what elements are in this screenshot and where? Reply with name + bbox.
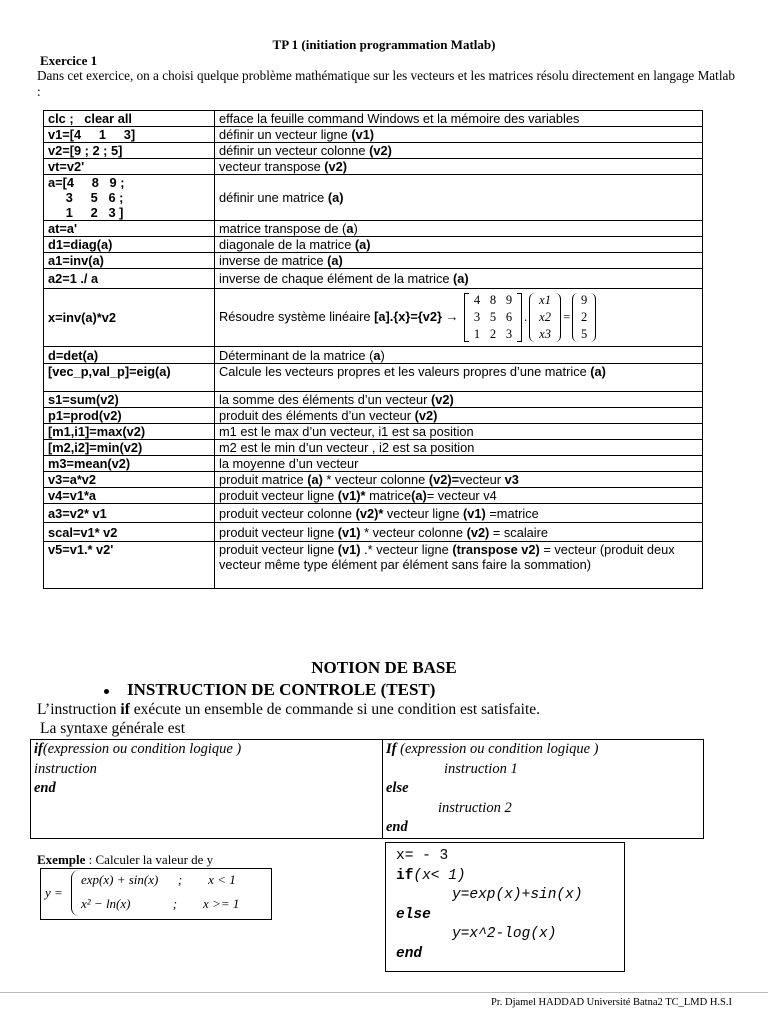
command-code: [vec_p,val_p]=eig(a) — [44, 364, 215, 392]
command-row — [44, 504, 703, 523]
command-row — [44, 542, 703, 589]
desc-text: diagonale de la matrice — [219, 237, 355, 252]
command-description — [215, 237, 703, 253]
desc-text: efface la feuille command Windows et la mémoire des variables — [219, 111, 580, 126]
command-description — [215, 504, 703, 523]
desc-bold: (v2) — [430, 392, 454, 407]
desc-bold: (a) — [327, 253, 343, 268]
footer-divider — [0, 992, 768, 993]
command-code: d1=diag(a) — [44, 237, 215, 253]
command-description — [215, 456, 703, 472]
syn-left-1: if — [34, 741, 43, 757]
desc-bold: (v1) — [337, 542, 361, 557]
command-description — [215, 542, 703, 589]
matrix-entry: 5 — [489, 310, 497, 324]
command-code: v1=[4 1 3] — [44, 127, 215, 143]
command-code: v3=a*v2 — [44, 472, 215, 488]
command-row — [44, 269, 703, 289]
piecewise-formula — [40, 868, 272, 920]
desc-bold: a — [346, 221, 354, 236]
desc-text: * vecteur colonne — [322, 472, 429, 487]
command-code: p1=prod(v2) — [44, 408, 215, 424]
desc-text: matrice — [365, 488, 412, 503]
desc-text: Déterminant de la matrice ( — [219, 347, 374, 363]
desc-text: définir une matrice — [219, 190, 328, 205]
code-if: if — [396, 867, 414, 884]
desc-bold: (a) — [411, 488, 427, 503]
linear-system — [462, 293, 598, 342]
command-row — [44, 111, 703, 127]
desc-text: * vecteur colonne — [360, 524, 467, 540]
desc-bold: (v2) — [414, 408, 438, 423]
command-description — [215, 253, 703, 269]
command-description — [215, 127, 703, 143]
bullet-icon — [104, 689, 109, 694]
syn-left-2: instruction — [34, 760, 97, 777]
matrix-entry: 2 — [581, 310, 588, 324]
desc-post: exécute un ensemble de commande si une condition est satisfaite. — [129, 701, 541, 718]
desc-text: produit vecteur colonne — [219, 505, 356, 521]
command-code: scal=v1* v2 — [44, 523, 215, 542]
command-row — [44, 456, 703, 472]
desc-text: .* vecteur ligne — [360, 542, 453, 557]
desc-bold: v3 — [504, 472, 519, 487]
desc-text: =matrice — [485, 505, 539, 521]
command-code: at=a' — [44, 221, 215, 237]
matrix-entry: 9 — [505, 293, 513, 307]
command-row — [44, 221, 703, 237]
desc-text: Calcule les vecteurs propres et les valeurs propres d’une matrice — [219, 364, 591, 379]
command-description — [215, 523, 703, 542]
command-table — [43, 110, 703, 589]
desc-text: = vecteur (produit deux vecteur même type élément par élément sans faire la sommation) — [219, 542, 675, 572]
command-description — [215, 221, 703, 237]
formula-y: y = — [45, 885, 63, 900]
desc-bold: (v2) — [466, 524, 490, 540]
example-label — [37, 852, 213, 868]
matrix-entry: x1 — [539, 293, 551, 307]
desc-text: m2 est le min d’un vecteur , i2 est sa position — [219, 440, 475, 455]
command-row — [44, 237, 703, 253]
matrix-entry: 8 — [489, 293, 497, 307]
command-description — [215, 289, 703, 347]
code-end: end — [396, 945, 423, 962]
desc-pre: L’instruction — [37, 701, 121, 718]
command-row — [44, 440, 703, 456]
syn-right-end: end — [386, 819, 408, 835]
example-word: Exemple — [37, 852, 86, 867]
desc-bold: (a) — [354, 237, 371, 252]
command-row — [44, 127, 703, 143]
matrix-entry: 2 — [489, 327, 497, 341]
command-code: x=inv(a)*v2 — [44, 289, 215, 347]
code-line-1: x= - 3 — [396, 848, 449, 864]
desc-text: inverse de chaque élément de la matrice — [219, 271, 454, 286]
matrix-entry: 9 — [581, 293, 588, 307]
desc-text: m1 est le max d’un vecteur, i1 est sa position — [219, 424, 474, 439]
desc-bold: (v2)* — [355, 505, 384, 521]
desc-bold: (v2) — [369, 143, 392, 158]
desc-bold: (v1) — [463, 505, 486, 521]
code-else: else — [396, 906, 431, 923]
syn-right-2: instruction 1 — [444, 760, 518, 777]
vector-brace — [572, 293, 596, 342]
desc-text: produit matrice — [219, 472, 308, 487]
desc-bold: (v1) — [337, 524, 361, 540]
command-description — [215, 488, 703, 504]
command-row — [44, 347, 703, 364]
matrix-entry: x2 — [539, 310, 551, 324]
desc-text: = scalaire — [489, 524, 549, 540]
command-description — [215, 472, 703, 488]
command-description — [215, 269, 703, 289]
matrix-entry: 3 — [473, 310, 481, 324]
command-code: v2=[9 ; 2 ; 5] — [44, 143, 215, 159]
desc-bold: (v1)* — [337, 488, 366, 503]
desc-text: la somme des éléments d’un vecteur — [219, 392, 431, 407]
command-row — [44, 488, 703, 504]
if-description — [37, 701, 540, 719]
command-code: a2=1 ./ a — [44, 269, 215, 289]
command-row — [44, 408, 703, 424]
command-description — [215, 408, 703, 424]
command-description — [215, 440, 703, 456]
desc-bold: (a) — [327, 190, 344, 205]
desc-keyword: if — [120, 701, 130, 718]
formula-row-2: x² − ln(x) ; x >= 1 — [81, 896, 240, 911]
command-row — [44, 143, 703, 159]
desc-text: = vecteur v4 — [426, 488, 497, 503]
brace-icon — [71, 870, 80, 916]
command-code: a=[4 8 9 ; 3 5 6 ; 1 2 3 ] — [44, 175, 215, 221]
desc-bold: (v1) — [351, 127, 375, 142]
command-code: vt=v2' — [44, 159, 215, 175]
command-code: v4=v1*a — [44, 488, 215, 504]
command-code: v5=v1.* v2' — [44, 542, 215, 589]
command-description — [215, 159, 703, 175]
syn-right-1: (expression ou condition logique ) — [396, 741, 599, 757]
desc-bold: (a) — [307, 472, 323, 487]
matrix-entry: 4 — [473, 293, 481, 307]
section-subheading — [104, 680, 435, 700]
desc-bold: (transpose v2) — [452, 542, 540, 557]
matrix-entry: 5 — [581, 327, 588, 341]
desc-bold: (a) — [453, 271, 469, 286]
desc-text: définir un vecteur ligne — [219, 127, 352, 142]
command-row — [44, 253, 703, 269]
command-code: clc ; clear all — [44, 111, 215, 127]
code-example — [385, 842, 625, 972]
command-code: a3=v2* v1 — [44, 504, 215, 523]
desc-text: produit vecteur ligne — [219, 524, 338, 540]
vector-brace — [529, 293, 561, 342]
code-line-3: y=exp(x)+sin(x) — [452, 887, 583, 903]
command-description — [215, 111, 703, 127]
command-row — [44, 175, 703, 221]
desc-bold: [a].{x}={v2} — [374, 308, 443, 324]
command-description — [215, 347, 703, 364]
desc-text: vecteur — [459, 472, 505, 487]
desc-text: → — [442, 308, 462, 324]
command-row — [44, 364, 703, 392]
syn-right-else: else — [386, 780, 409, 796]
desc-text: la moyenne d’un vecteur — [219, 456, 359, 471]
matrix-entry: 1 — [473, 327, 481, 341]
syn-left-3: end — [34, 780, 56, 796]
command-description — [215, 143, 703, 159]
command-row — [44, 289, 703, 347]
section-heading: NOTION DE BASE — [311, 658, 457, 677]
desc-bold: (v2)= — [428, 472, 460, 487]
command-description — [215, 424, 703, 440]
command-code: a1=inv(a) — [44, 253, 215, 269]
command-row — [44, 392, 703, 408]
exercise-title: Exercice 1 — [40, 53, 98, 68]
command-row — [44, 159, 703, 175]
command-code: [m1,i1]=max(v2) — [44, 424, 215, 440]
syn-left-1b: (expression ou condition logique ) — [42, 741, 242, 757]
desc-text: produit des éléments d’un vecteur — [219, 408, 415, 423]
equals-sign: = — [563, 310, 571, 324]
desc-text: matrice transpose de ( — [219, 221, 347, 236]
command-code: d=det(a) — [44, 347, 215, 364]
desc-bold: (v2) — [324, 159, 348, 174]
page-title: TP 1 (initiation programmation Matlab) — [272, 37, 496, 52]
desc-bold: a — [373, 347, 381, 363]
command-code: s1=sum(v2) — [44, 392, 215, 408]
desc-text: inverse de matrice — [219, 253, 328, 268]
syntax-simple — [31, 740, 383, 839]
command-description — [215, 364, 703, 392]
subheading-text: INSTRUCTION DE CONTROLE (TEST) — [127, 680, 436, 699]
formula-row-1: exp(x) + sin(x) ; x < 1 — [81, 872, 236, 887]
command-row — [44, 472, 703, 488]
command-row — [44, 424, 703, 440]
syntax-table — [30, 739, 704, 839]
desc-text: produit vecteur ligne — [219, 542, 338, 557]
syn-right-4: instruction 2 — [438, 799, 512, 816]
desc-text: ) — [353, 221, 358, 236]
desc-text: vecteur ligne — [383, 505, 464, 521]
example-text: : Calculer la valeur de y — [85, 852, 214, 867]
desc-text: ) — [380, 347, 385, 363]
desc-text: vecteur transpose — [219, 159, 325, 174]
syntax-intro: La syntaxe générale est — [40, 720, 186, 737]
matrix-bracket — [464, 293, 522, 342]
matrix-entry: 3 — [505, 327, 513, 341]
command-row — [44, 523, 703, 542]
desc-text: définir un vecteur colonne — [219, 143, 370, 158]
command-code: [m2,i2]=min(v2) — [44, 440, 215, 456]
matrix-entry: x3 — [539, 327, 551, 341]
command-description — [215, 175, 703, 221]
footer: Pr. Djamel HADDAD Université Batna2 TC_LMD H.S.I — [491, 997, 732, 1008]
command-description — [215, 392, 703, 408]
syn-right-if: If — [386, 741, 397, 757]
code-line-5: y=x^2-log(x) — [452, 926, 557, 942]
desc-bold: (a) — [590, 364, 606, 379]
intro-text: Dans cet exercice, on a choisi quelque problème mathématique sur les vecteurs et les matrices résolu directement en langage Matlab : — [37, 68, 735, 99]
desc-text: produit vecteur ligne — [219, 488, 338, 503]
code-line-2: (x< 1) — [413, 867, 466, 884]
command-code: m3=mean(v2) — [44, 456, 215, 472]
matrix-entry: 6 — [505, 310, 513, 324]
syntax-else — [383, 740, 704, 839]
desc-text: Résoudre système linéaire — [219, 308, 375, 324]
dot-operator: . — [523, 310, 528, 324]
